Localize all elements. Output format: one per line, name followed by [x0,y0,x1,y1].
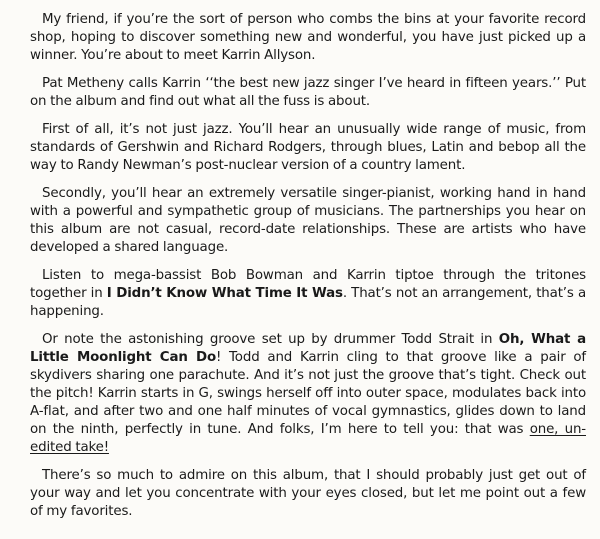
underlined-one-take: one, un-edited take! [30,422,586,455]
paragraph-range-of-music [30,121,586,175]
paragraph-bowman [30,267,586,321]
song-title-little-moonlight: Oh, What a Little Moonlight Can Do [30,332,586,365]
song-title-i-didnt-know: I Didn’t Know What Time It Was [106,286,343,301]
paragraph-text: Or note the astonishing groove set up by drummer Todd Strait in [42,332,499,347]
paragraph-text: Secondly, you’ll hear an extremely versatile singer-pianist, working hand in hand with a powerful and sympathetic group of musicians. The partnerships you hear on this album are not casual, record-date relationships. These are artists who have developed a shared language. [30,186,586,255]
paragraph-text: ! Todd and Karrin cling to that groove like a pair of skydivers sharing one parachute. And it’s not just the groove that’s tight. Check out the pitch! Karrin starts in G, swings herself off into outer space, modulates back into A-flat, and after two and one half minutes of vocal gymnastics, glides down to land on the ninth, perfectly in tune. And folks, I’m here to tell you: that was [30,350,586,437]
paragraph-text: There’s so much to admire on this album, that I should probably just get out of your way and let you concentrate with your eyes closed, but let me point out a few of my favorites. [30,468,586,519]
paragraph-intro [30,11,586,65]
paragraph-text: Listen to mega-bassist Bob Bowman and Karrin tiptoe through the tritones together in [30,268,586,301]
paragraph-metheny-quote [30,75,586,111]
paragraph-text: Pat Metheny calls Karrin ‘‘the best new jazz singer I’ve heard in fifteen years.’’ Put on the album and find out what all the fuss is about. [30,76,586,109]
paragraph-favorites [30,467,586,521]
paragraph-strait [30,331,586,457]
paragraph-musicians [30,185,586,257]
paragraph-text: . That’s not an arrangement, that’s a happening. [30,286,586,319]
paragraph-text: First of all, it’s not just jazz. You’ll hear an unusually wide range of music, from standards of Gershwin and Richard Rodgers, through blues, Latin and bebop all the way to Randy Newman’s post-nuclear version of a country lament. [30,122,586,173]
paragraph-text: My friend, if you’re the sort of person who combs the bins at your favorite record shop, hoping to discover something new and wonderful, you have just picked up a winner. You’re about to meet Karrin Allyson. [30,12,586,63]
